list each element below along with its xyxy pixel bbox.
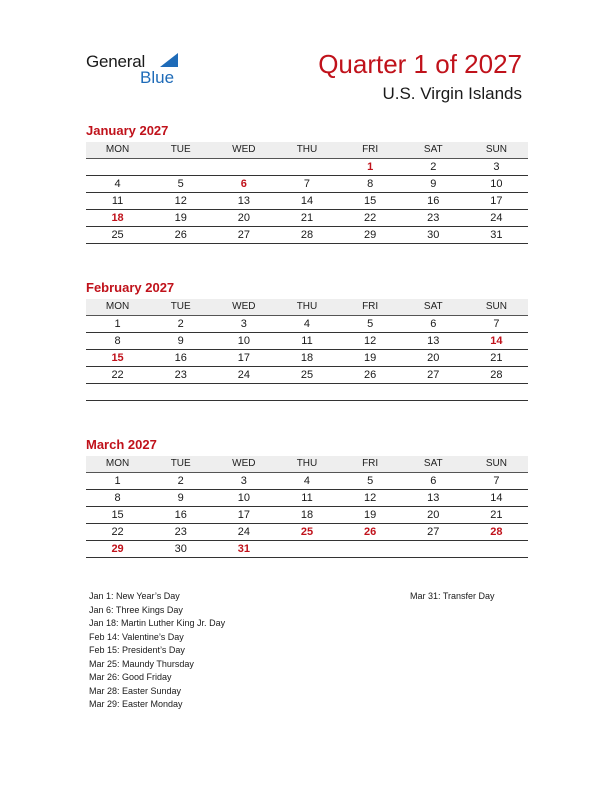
generalblue-logo (86, 52, 196, 92)
day-cell: 30 (174, 543, 187, 555)
day-cell: 12 (174, 195, 187, 207)
day-cell (339, 384, 402, 400)
weekday-label: SAT (423, 301, 443, 312)
month-title: March 2027 (86, 437, 157, 452)
weekday-label: MON (105, 458, 130, 469)
day-cell (212, 384, 275, 400)
day-cell: 20 (427, 352, 440, 364)
week-row (86, 227, 528, 244)
day-cell: 16 (174, 509, 187, 521)
day-cell: 2 (177, 475, 184, 487)
day-cell: 27 (427, 526, 440, 538)
day-cell: 1 (114, 318, 121, 330)
weekday-header-row (86, 456, 528, 473)
weekday-label: SAT (423, 144, 443, 155)
weekday-label: SUN (485, 301, 507, 312)
holiday-day-cell: 6 (240, 178, 247, 190)
holiday-note: Jan 1: New Year’s Day (89, 591, 180, 601)
weekday-label: THU (296, 301, 318, 312)
day-cell (149, 159, 212, 175)
day-cell: 19 (174, 212, 187, 224)
week-row (86, 490, 528, 507)
day-cell: 3 (240, 475, 247, 487)
day-cell: 18 (300, 352, 314, 364)
day-cell: 22 (111, 526, 124, 538)
weekday-label: WED (232, 458, 256, 469)
holiday-note: Jan 6: Three Kings Day (89, 604, 183, 615)
week-row (86, 524, 528, 541)
day-cell: 8 (114, 335, 121, 347)
day-cell: 12 (364, 492, 377, 504)
day-cell: 4 (303, 475, 311, 487)
day-cell: 13 (237, 195, 250, 207)
day-cell: 3 (240, 318, 247, 330)
holiday-day-cell: 29 (111, 543, 124, 555)
day-cell: 8 (114, 492, 121, 504)
day-cell: 27 (427, 369, 440, 381)
day-cell: 15 (111, 509, 124, 521)
weekday-label: FRI (362, 144, 379, 155)
holiday-list-secondary (410, 590, 495, 604)
day-cell: 3 (493, 161, 500, 173)
day-cell: 5 (367, 475, 374, 487)
day-cell: 9 (430, 178, 437, 190)
day-cell: 7 (493, 318, 500, 330)
page-title: Quarter 1 of 2027 (318, 49, 522, 79)
day-cell: 6 (430, 318, 437, 330)
week-row (86, 210, 528, 227)
week-row (86, 473, 528, 490)
day-cell: 16 (427, 195, 440, 207)
week-row (86, 541, 528, 558)
holiday-note: Feb 14: Valentine’s Day (89, 631, 184, 642)
day-cell: 24 (490, 212, 503, 224)
week-row (86, 316, 528, 333)
day-cell (86, 159, 149, 175)
calendar-month-january (86, 122, 528, 244)
day-cell: 1 (114, 475, 121, 487)
day-cell (275, 541, 338, 557)
day-cell: 5 (367, 318, 374, 330)
day-cell: 20 (237, 212, 250, 224)
month-title: January 2027 (86, 123, 169, 138)
week-row (86, 384, 528, 401)
day-cell: 26 (364, 369, 377, 381)
day-cell: 2 (177, 318, 184, 330)
logo-triangle-icon (160, 53, 178, 67)
day-cell: 2 (430, 161, 437, 173)
day-cell: 7 (493, 475, 500, 487)
day-cell: 10 (490, 178, 503, 190)
weekday-header-row (86, 299, 528, 316)
day-cell (275, 159, 338, 175)
holiday-note: Mar 31: Transfer Day (410, 591, 495, 601)
day-cell: 23 (174, 526, 187, 538)
day-cell: 13 (427, 335, 440, 347)
day-cell: 19 (364, 509, 377, 521)
holiday-note: Feb 15: President’s Day (89, 645, 185, 655)
day-cell: 9 (177, 492, 184, 504)
holiday-day-cell: 15 (111, 352, 124, 364)
holiday-day-cell: 18 (111, 212, 124, 224)
day-cell: 23 (174, 369, 187, 381)
holiday-note: Mar 29: Easter Monday (89, 699, 183, 709)
month-title: February 2027 (86, 280, 175, 295)
day-cell: 17 (490, 195, 503, 207)
day-cell: 18 (300, 509, 314, 521)
day-cell: 17 (237, 352, 250, 364)
day-cell: 30 (427, 229, 440, 241)
day-cell: 14 (490, 492, 503, 504)
day-cell: 21 (490, 509, 503, 521)
day-cell: 10 (237, 335, 250, 347)
day-cell: 24 (237, 369, 250, 381)
holiday-day-cell: 28 (490, 526, 503, 538)
weekday-label: TUE (170, 458, 191, 469)
holiday-day-cell: 25 (300, 526, 314, 538)
day-cell: 23 (427, 212, 440, 224)
holiday-day-cell: 31 (237, 543, 250, 555)
holiday-list (89, 590, 225, 712)
day-cell: 9 (177, 335, 184, 347)
logo-text-general: General (86, 52, 146, 71)
weekday-label: TUE (170, 144, 191, 155)
week-row (86, 367, 528, 384)
day-cell: 19 (364, 352, 377, 364)
day-cell (339, 541, 402, 557)
day-cell: 6 (430, 475, 437, 487)
weekday-label: THU (296, 144, 318, 155)
weekday-label: FRI (362, 301, 379, 312)
weekday-label: WED (232, 144, 256, 155)
day-cell: 16 (174, 352, 187, 364)
holiday-note: Mar 26: Good Friday (89, 672, 172, 682)
weekday-label: SUN (485, 458, 507, 469)
weekday-header-row (86, 142, 528, 159)
weekday-label: FRI (362, 458, 379, 469)
weekday-label: THU (296, 458, 318, 469)
day-cell: 14 (300, 195, 314, 207)
weekday-label: SAT (423, 458, 443, 469)
holiday-note: Mar 28: Easter Sunday (89, 685, 182, 696)
day-cell: 21 (300, 212, 314, 224)
week-row (86, 507, 528, 524)
day-cell: 25 (300, 369, 314, 381)
day-cell: 17 (237, 509, 250, 521)
calendar-month-march (86, 436, 528, 558)
day-cell: 10 (237, 492, 250, 504)
holiday-day-cell: 26 (364, 526, 377, 538)
day-cell: 24 (237, 526, 250, 538)
day-cell (465, 541, 528, 557)
day-cell: 21 (490, 352, 503, 364)
day-cell (465, 384, 528, 400)
day-cell: 28 (490, 369, 503, 381)
day-cell (275, 384, 338, 400)
day-cell: 29 (364, 229, 377, 241)
weekday-label: SUN (485, 144, 507, 155)
day-cell: 7 (303, 178, 311, 190)
day-cell: 12 (364, 335, 377, 347)
day-cell: 25 (111, 229, 124, 241)
day-cell: 20 (427, 509, 440, 521)
page-subtitle: U.S. Virgin Islands (382, 84, 522, 103)
day-cell: 15 (364, 195, 377, 207)
calendar-month-february (86, 279, 528, 401)
holiday-note: Mar 25: Maundy Thursday (89, 658, 194, 669)
day-cell (86, 384, 149, 400)
day-cell: 27 (237, 229, 250, 241)
weekday-label: WED (232, 301, 256, 312)
weekday-label: TUE (170, 301, 191, 312)
day-cell: 28 (300, 229, 314, 241)
day-cell: 8 (367, 178, 374, 190)
day-cell: 13 (427, 492, 440, 504)
holiday-note: Jan 18: Martin Luther King Jr. Day (89, 618, 226, 628)
day-cell: 31 (490, 229, 503, 241)
day-cell: 11 (111, 195, 124, 207)
day-cell: 4 (114, 178, 121, 190)
week-row (86, 193, 528, 210)
week-row (86, 176, 528, 193)
week-row (86, 333, 528, 350)
day-cell: 22 (364, 212, 377, 224)
day-cell (402, 541, 465, 557)
day-cell (212, 159, 275, 175)
day-cell: 5 (177, 178, 184, 190)
day-cell: 11 (301, 335, 313, 347)
week-row (86, 159, 528, 176)
holiday-day-cell: 14 (490, 335, 503, 347)
day-cell: 4 (303, 318, 311, 330)
holiday-day-cell: 1 (367, 161, 374, 173)
day-cell: 22 (111, 369, 124, 381)
logo-text-blue: Blue (140, 68, 175, 87)
weekday-label: MON (105, 144, 130, 155)
weekday-label: MON (105, 301, 130, 312)
day-cell (402, 384, 465, 400)
day-cell: 11 (301, 492, 313, 504)
day-cell (149, 384, 212, 400)
day-cell: 26 (174, 229, 187, 241)
week-row (86, 350, 528, 367)
